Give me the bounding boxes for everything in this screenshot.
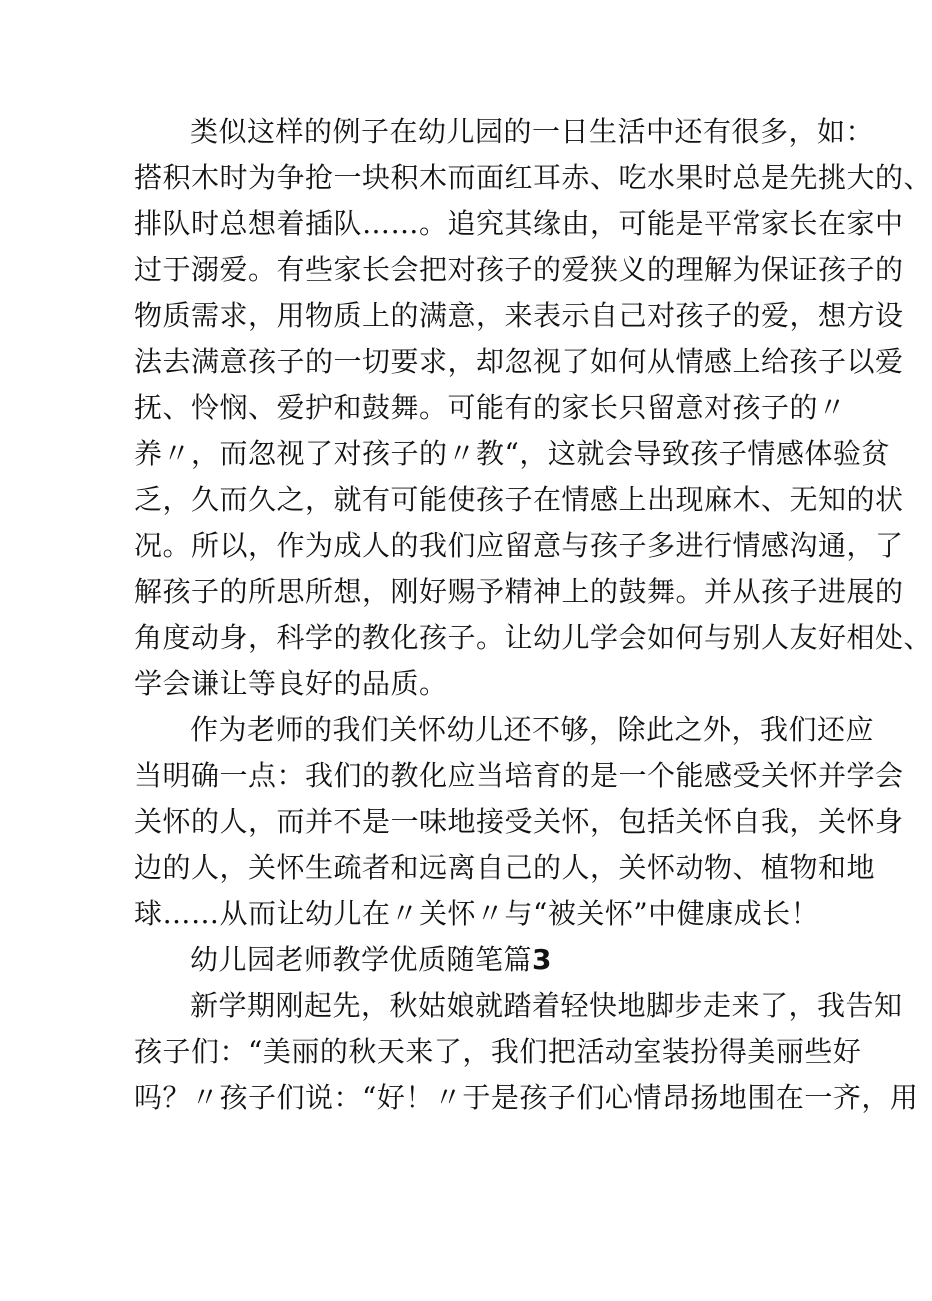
paragraph-3-line: 孩子们：“美丽的秋天来了，我们把活动室装扮得美丽些好 <box>134 1035 862 1068</box>
paragraph-3-line: 吗？〃孩子们说：“好！〃于是孩子们心情昂扬地围在一齐，用 <box>134 1081 919 1114</box>
paragraph-3-line: 新学期刚起先，秋姑娘就踏着轻快地脚步走来了，我告知 <box>190 989 903 1022</box>
section-heading-text: 幼儿园老师教学优质随笔篇 <box>190 943 533 976</box>
paragraph-2-line: 作为老师的我们关怀幼儿还不够，除此之外，我们还应 <box>190 713 875 746</box>
section-heading <box>190 934 814 986</box>
paragraph-2-line: 边的人，关怀生疏者和远离自己的人，关怀动物、植物和地 <box>134 851 876 884</box>
paragraph-1-line: 况。所以，作为成人的我们应留意与孩子多进行情感沟通，了 <box>134 529 904 562</box>
paragraph-2-line: 球……从而让幼儿在〃关怀〃与“被关怀”中健康成长！ <box>134 897 820 930</box>
paragraph-1-line: 类似这样的例子在幼儿园的一日生活中还有很多，如： <box>190 115 875 148</box>
paragraph-1-line: 抚、怜悯、爱护和鼓舞。可能有的家长只留意对孩子的〃 <box>134 391 847 424</box>
paragraph-2-line: 关怀的人，而并不是一味地接受关怀，包括关怀自我，关怀身 <box>134 805 904 838</box>
paragraph-1-line: 解孩子的所思所想，刚好赐予精神上的鼓舞。并从孩子进展的 <box>134 575 904 608</box>
paragraph-1-line: 过于溺爱。有些家长会把对孩子的爱狭义的理解为保证孩子的 <box>134 253 904 286</box>
paragraph-1-line: 乏，久而久之，就有可能使孩子在情感上出现麻木、无知的状 <box>134 483 904 516</box>
paragraph-1-line: 搭积木时为争抢一块积木而面红耳赤、吃水果时总是先挑大的、 <box>134 161 932 194</box>
paragraph-1-line: 角度动身，科学的教化孩子。让幼儿学会如何与别人友好相处、 <box>134 621 932 654</box>
paragraph-1-line: 养〃，而忽视了对孩子的〃教“，这就会导致孩子情感体验贫 <box>134 437 890 470</box>
paragraph-2-line: 当明确一点：我们的教化应当培育的是一个能感受关怀并学会 <box>134 759 904 792</box>
paragraph-1-line: 排队时总想着插队……。追究其缘由，可能是平常家长在家中 <box>134 207 904 240</box>
paragraph-1-line: 学会谦让等良好的品质。 <box>134 667 448 700</box>
paragraph-1-line: 物质需求，用物质上的满意，来表示自己对孩子的爱，想方设 <box>134 299 904 332</box>
section-heading-number: 3 <box>532 943 552 976</box>
paragraph-1-line: 法去满意孩子的一切要求，却忽视了如何从情感上给孩子以爱 <box>134 345 904 378</box>
